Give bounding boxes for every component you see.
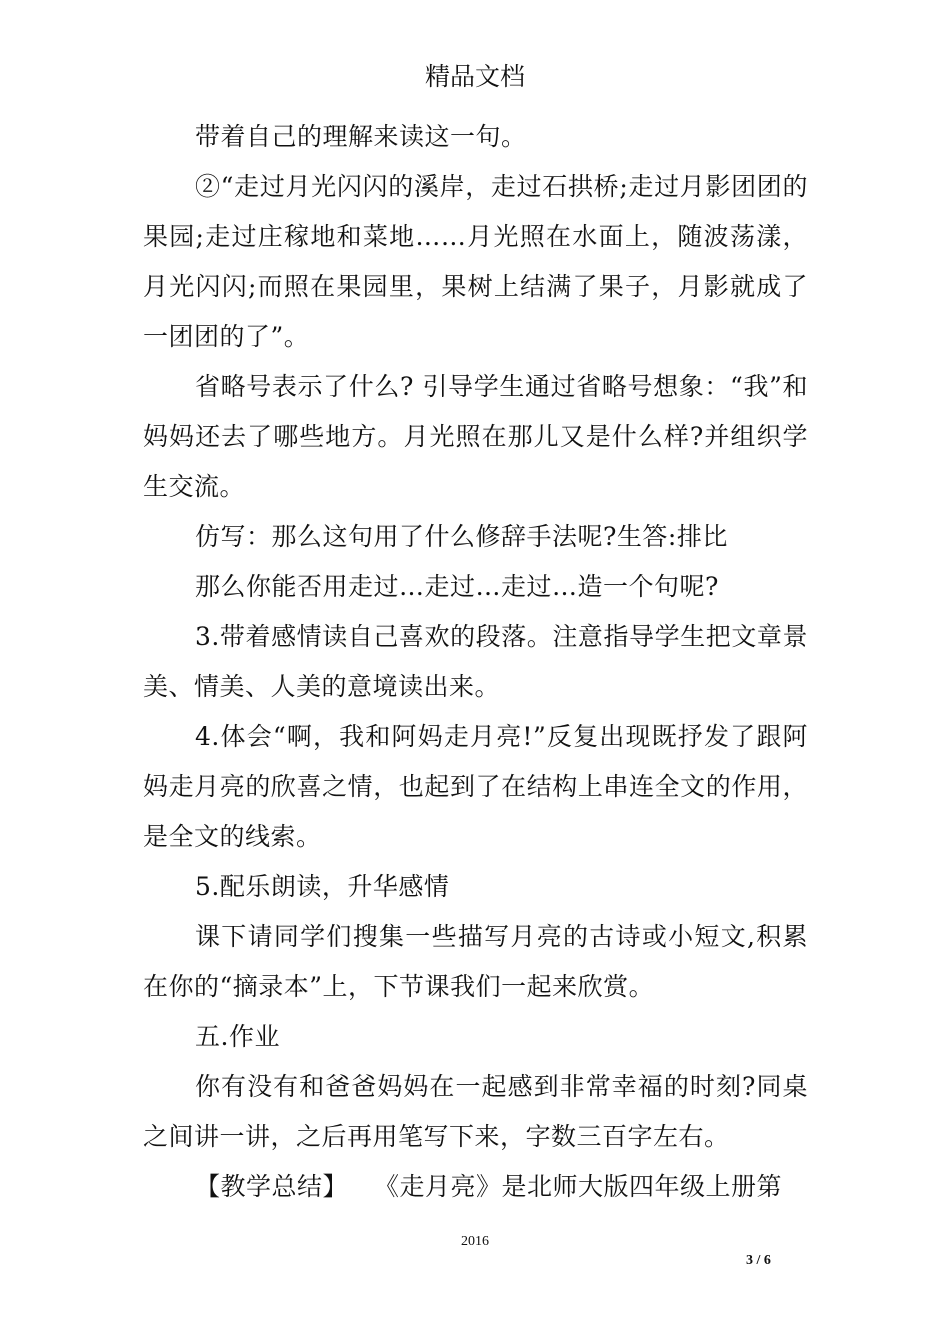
paragraph: 4.体会“啊，我和阿妈走月亮!”反复出现既抒发了跟阿妈走月亮的欣喜之情，也起到了在结构上串连全文的作用，是全文的线索。 <box>143 722 808 851</box>
paragraph: 你有没有和爸爸妈妈在一起感到非常幸福的时刻?同桌之间讲一讲，之后再用笔写下来，字数三百字左右。 <box>143 1072 808 1151</box>
paragraph: 仿写：那么这句用了什么修辞手法呢?生答:排比 <box>195 522 728 551</box>
paragraph: 课下请同学们搜集一些描写月亮的古诗或小短文,积累在你的“摘录本”上，下节课我们一起来欣赏。 <box>143 922 808 1001</box>
page-header: 精品文档 <box>424 62 525 91</box>
document-body <box>143 112 808 1212</box>
paragraph: 【教学总结】 《走月亮》是北师大版四年级上册第 <box>195 1172 783 1201</box>
paragraph: 五.作业 <box>195 1022 280 1051</box>
paragraph: 那么你能否用走过…走过…走过…造一个句呢? <box>195 572 719 601</box>
paragraph: ②“走过月光闪闪的溪岸，走过石拱桥;走过月影团团的果园;走过庄稼地和菜地……月光照在水面上，随波荡漾，月光闪闪;而照在果园里，果树上结满了果子，月影就成了一团团的了”。 <box>143 172 808 351</box>
paragraph: 省略号表示了什么? 引导学生通过省略号想象：“我”和妈妈还去了哪些地方。月光照在那儿又是什么样?并组织学生交流。 <box>143 372 808 501</box>
paragraph: 带着自己的理解来读这一句。 <box>195 122 527 151</box>
paragraph: 5.配乐朗读，升华感情 <box>195 872 450 901</box>
page-number: 3 / 6 <box>746 1253 771 1268</box>
paragraph: 3.带着感情读自己喜欢的段落。注意指导学生把文章景美、情美、人美的意境读出来。 <box>143 622 808 701</box>
footer-year: 2016 <box>461 1234 489 1249</box>
